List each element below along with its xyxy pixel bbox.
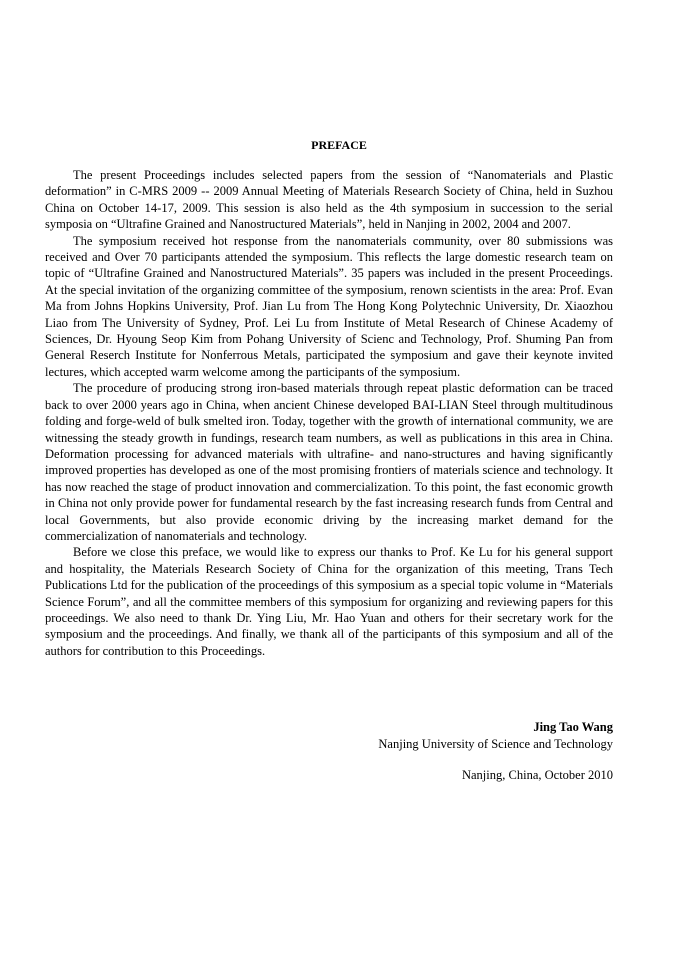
signature-name: Jing Tao Wang bbox=[533, 720, 613, 734]
preface-body bbox=[45, 167, 613, 659]
paragraph-3: The procedure of producing strong iron-based materials through repeat plastic deformation can be traced back to over 2000 years ago in China, when ancient Chinese developed BAI-LIAN Steel through multitudinous folding and forge-weld of bulk smelted iron. Today, together with the growth of international community, we are witnessing the steady growth in fundings, research team numbers, as well as publications in this area in China. Deformation processing for advanced materials with ultrafine- and nano-structures and having significantly improved properties has developed as one of the most promising frontiers of materials science and technology. It has now reached the stage of product innovation and commercialization. To this point, the fast economic growth in China not only provide power for fundamental research by the fast increasing research funds from Central and local Governments, but also provide economic driving by the increasing market demand for the commercialization of nanomaterials and technology. bbox=[45, 381, 613, 543]
paragraph-2: The symposium received hot response from the nanomaterials community, over 80 submissions was received and Over 70 participants attended the symposium. This reflects the large domestic research team on topic of “Ultrafine Grained and Nanostructured Materials”. 35 papers was included in the present Proceedings. At the special invitation of the organizing committee of the symposium, renown scientists in the area: Prof. Evan Ma from Johns Hopkins University, Prof. Jian Lu from The Hong Kong Polytechnic University, Dr. Xiaozhou Liao from The University of Sydney, Prof. Lei Lu from Institute of Metal Research of Chinese Academy of Sciences, Dr. Hyoung Seop Kim from Pohang University of Scienc and Technology, Prof. Shuming Pan from General Reserch Institute for Nonferrous Metals, participated the symposium and gave their keynote invited lectures, which accepted warm welcome among the participants of the symposium. bbox=[45, 233, 613, 379]
paragraph-4: Before we close this preface, we would like to express our thanks to Prof. Ke Lu for his general support and hospitality, the Materials Research Society of China for the organization of this meeting, Trans Tech Publications Ltd for the publication of the proceedings of this symposium as a special topic volume in “Materials Science Forum”, and all the committee members of this symposium for organizing and reviewing papers for this proceedings. We also need to thank Dr. Ying Liu, Mr. Hao Yuan and others for their secretary work for the symposium and the proceedings. And finally, we thank all of the participants of this symposium and all of the authors for contribution to this Proceedings. bbox=[45, 545, 613, 658]
signature-place-date: Nanjing, China, October 2010 bbox=[461, 768, 613, 782]
signature-affiliation: Nanjing University of Science and Technology bbox=[378, 737, 613, 751]
paragraph-1: The present Proceedings includes selected papers from the session of “Nanomaterials and Plastic deformation” in C-MRS 2009 -- 2009 Annual Meeting of Materials Research Society of China, held in Suzhou China on October 14-17, 2009. This session is also held as the 4th symposium in succession to the serial symposia on “Ultrafine Grained and Nanostructured Materials”, held in Nanjing in 2002, 2004 and 2007. bbox=[45, 168, 613, 232]
page-title: PREFACE bbox=[311, 138, 367, 152]
